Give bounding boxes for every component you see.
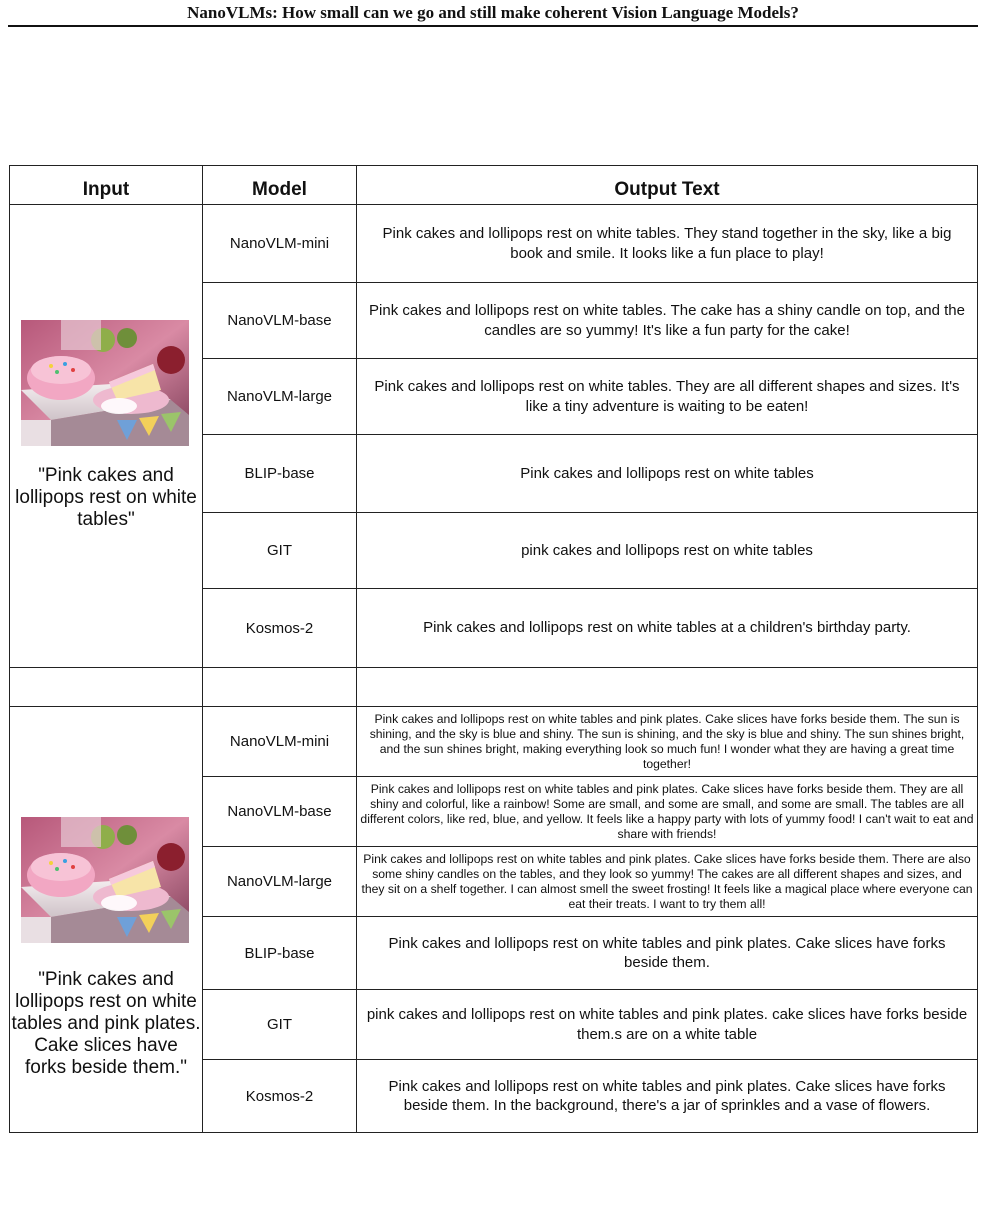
page-header: NanoVLMs: How small can we go and still make coherent Vision Language Models? [8, 0, 978, 27]
model-name: GIT [267, 542, 292, 559]
output-text: Pink cakes and lollipops rest on white tables and pink plates. Cake slices have forks beside them. There are also some shiny candles on the tables, and they look so yummy! The cakes are all different shapes and sizes, and they sit on a shelf together. I can almost smell the sweet frosting! It feels like a magical place where everyone can eat their treats. I want to try them all! [361, 851, 973, 911]
model-name: NanoVLM-mini [229, 733, 330, 750]
output-text: Pink cakes and lollipops rest on white tables and pink plates. Cake slices have forks beside them. In the background, there's a jar of sprinkles and a vase of flowers. [388, 1077, 946, 1114]
model-name: NanoVLM-mini [229, 235, 330, 252]
header-model: Model [252, 179, 307, 200]
input-caption: "Pink cakes and lollipops rest on white tables and pink plates. Cake slices have forks beside them." [11, 969, 201, 1078]
pink-cake-photo-icon [21, 320, 189, 446]
output-text: Pink cakes and lollipops rest on white tables and pink plates. Cake slices have forks beside them. [388, 934, 946, 971]
input-caption: "Pink cakes and lollipops rest on white tables" [15, 465, 197, 530]
model-name: GIT [267, 1016, 292, 1033]
output-text: pink cakes and lollipops rest on white tables [521, 541, 813, 559]
model-name: BLIP-base [244, 944, 315, 962]
header-output-text: Output Text [614, 179, 720, 200]
output-text: Pink cakes and lollipops rest on white tables and pink plates. Cake slices have forks beside them. They are all shiny and colorful, like a rainbow! Some are small, and some are small, and some are small. The tables are all different colors, like red, blue, and yellow. It feels like a happy party with lots of yummy food! I can't wait to eat and share with friends! [360, 781, 974, 841]
model-name: NanoVLM-large [226, 873, 333, 890]
model-name: Kosmos-2 [245, 1087, 314, 1105]
header-input: Input [82, 179, 130, 200]
output-text: Pink cakes and lollipops rest on white tables and pink plates. Cake slices have forks beside them. The sun is shining, and the sky is blue and shiny. The sun is shining, and the sky is blue and shiny. The sun shines bright, and the sun shines bright, making everything look so much fun! I wonder what they are having a great time together! [369, 711, 965, 771]
model-name: NanoVLM-large [226, 388, 333, 405]
output-text: pink cakes and lollipops rest on white tables and pink plates. cake slices have forks beside them.s are on a white table [366, 1006, 968, 1043]
model-name: NanoVLM-base [227, 803, 332, 820]
model-name: Kosmos-2 [245, 619, 314, 637]
output-text: Pink cakes and lollipops rest on white tables. They are all different shapes and sizes. It's like a tiny adventure is waiting to be eaten! [374, 378, 960, 415]
input-image-cake [21, 320, 189, 446]
output-text: Pink cakes and lollipops rest on white tables at a children's birthday party. [423, 619, 911, 637]
pink-cake-photo-icon [21, 817, 189, 943]
model-name: NanoVLM-base [227, 312, 332, 329]
output-text: Pink cakes and lollipops rest on white tables. The cake has a shiny candle on top, and the candles are so yummy! It's like a fun party for the cake! [369, 302, 965, 339]
output-text: Pink cakes and lollipops rest on white tables [520, 464, 814, 482]
results-table [9, 165, 978, 1134]
output-text: Pink cakes and lollipops rest on white tables. They stand together in the sky, like a big book and smile. It looks like a fun place to play! [382, 225, 952, 262]
model-name: BLIP-base [244, 465, 315, 482]
input-image-cake [21, 817, 189, 943]
